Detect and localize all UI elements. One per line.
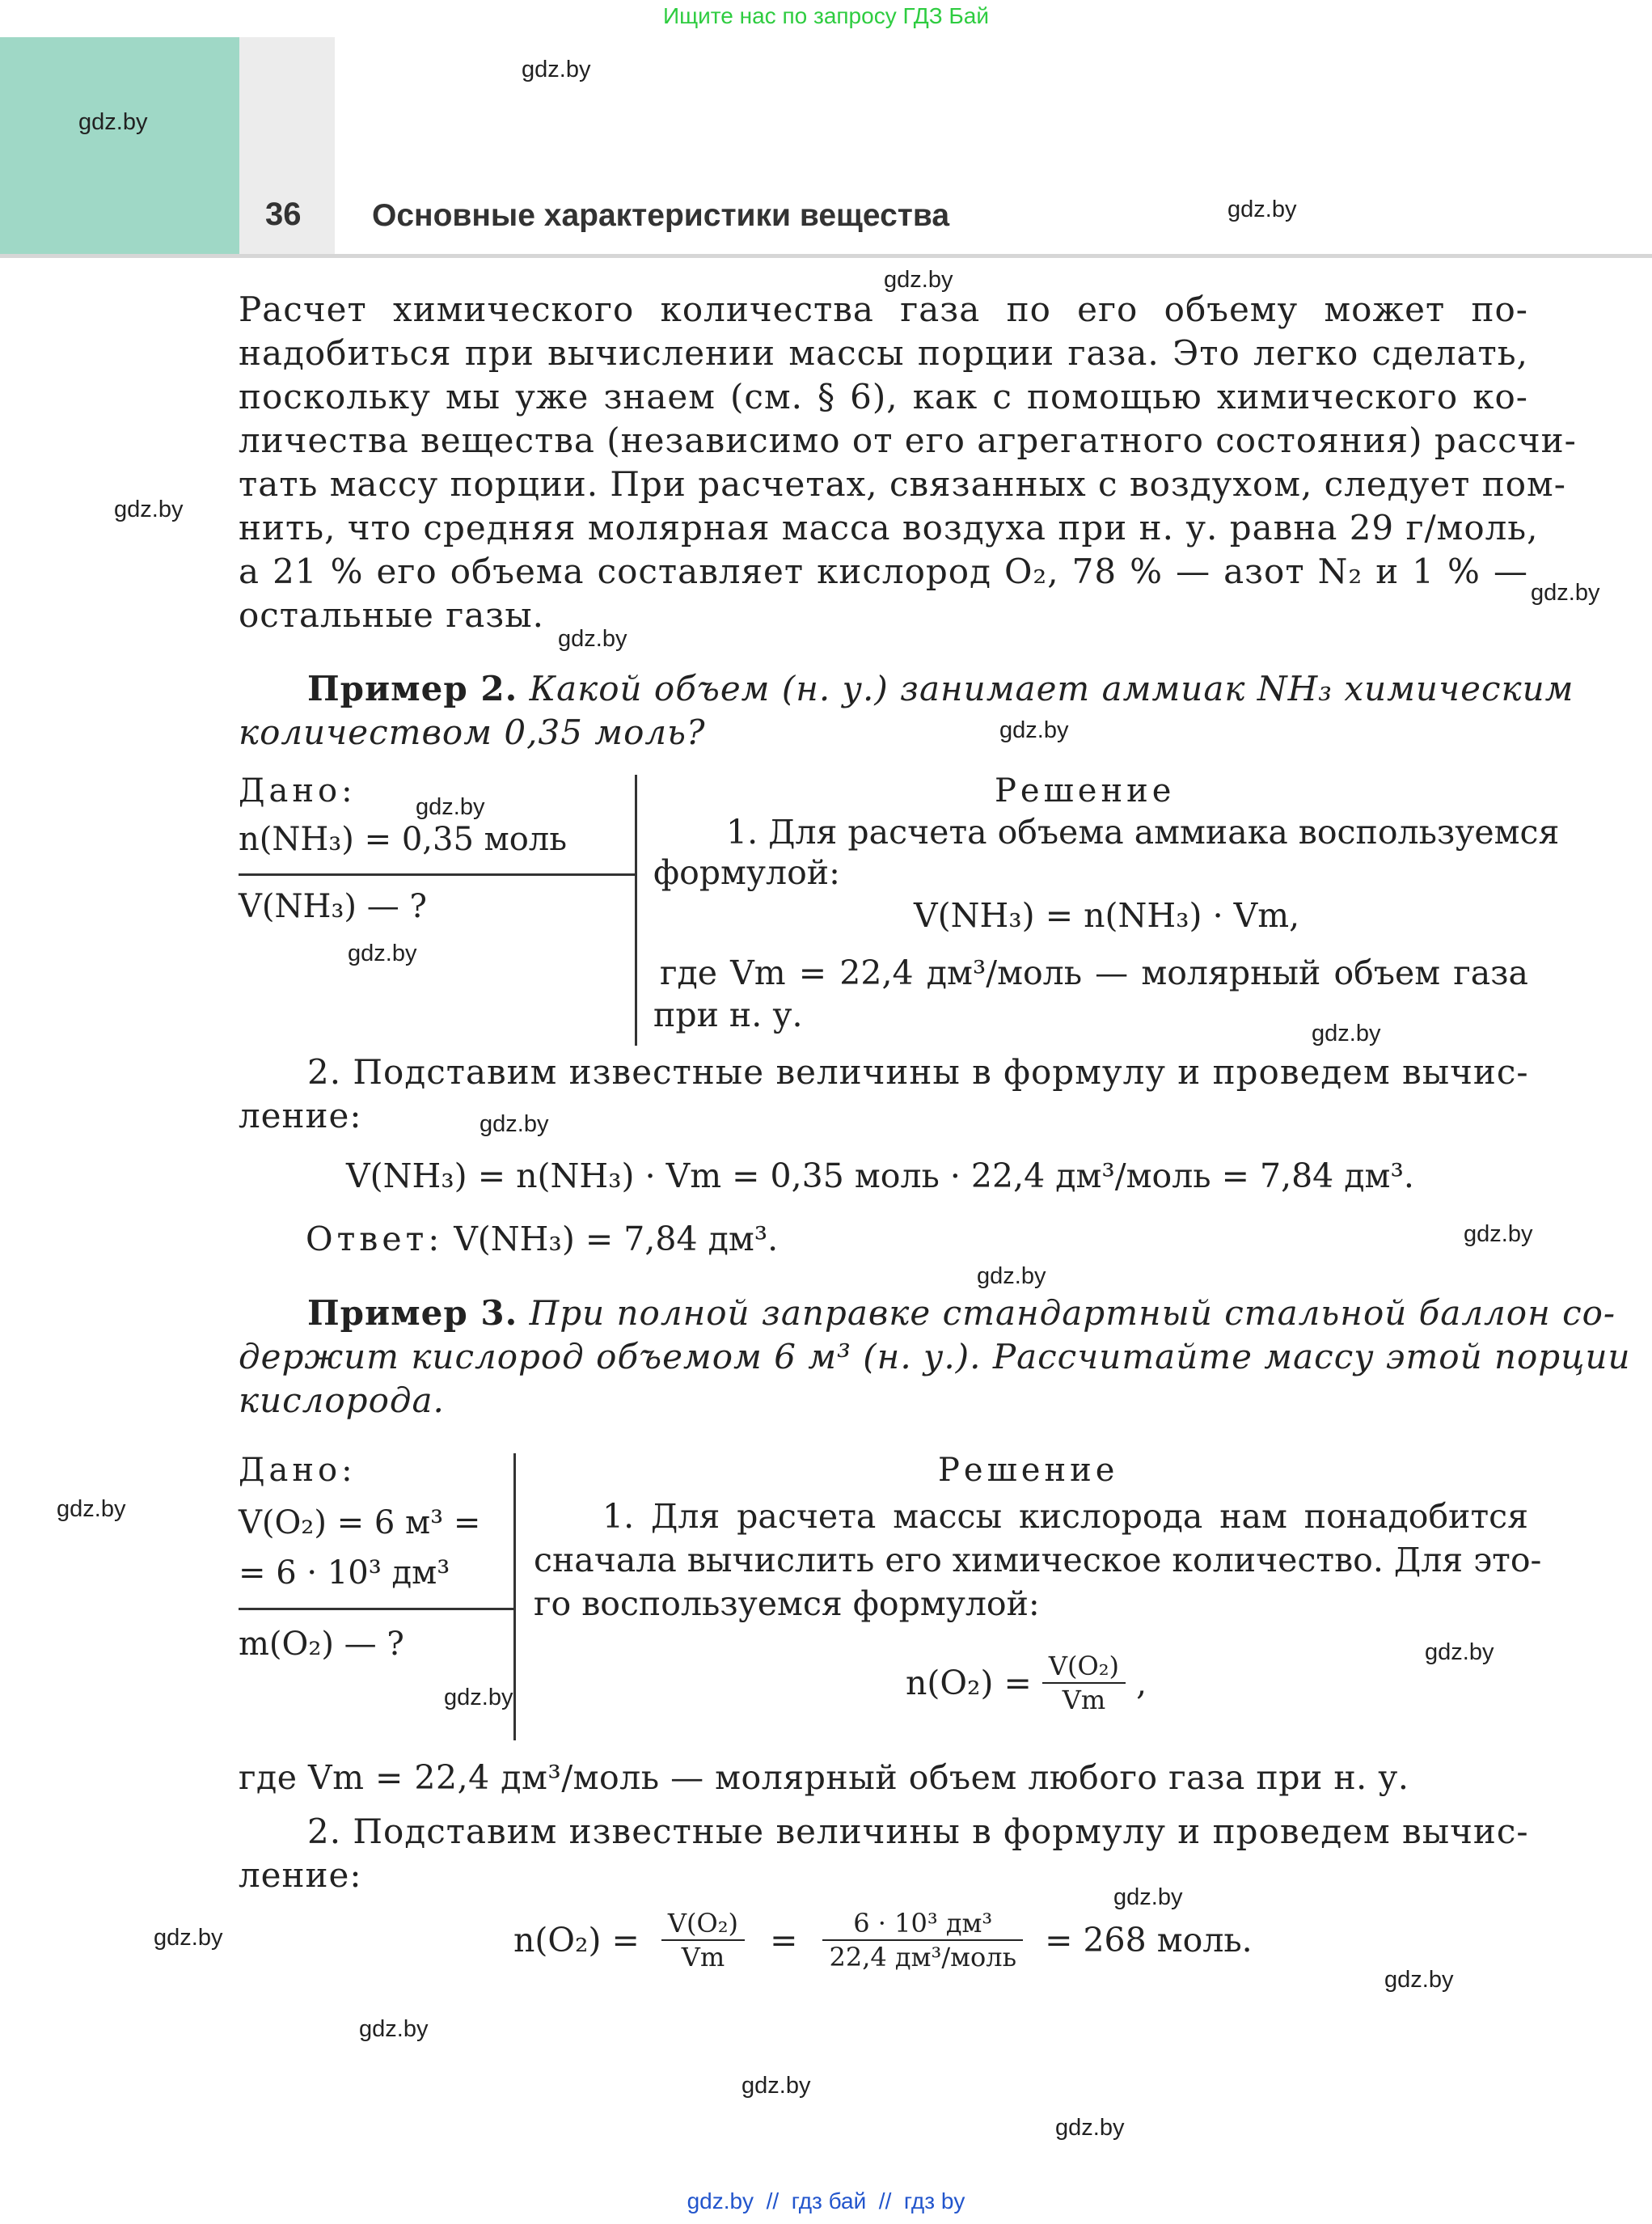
formula-tail: , [1136,1664,1147,1702]
text-line: личества вещества (независимо от его агрегатного состояния) рассчи- [239,421,1577,460]
text-line: ление: [239,1096,362,1135]
example3-label: Пример 3. [307,1293,518,1333]
text-line: надобиться при вычислении массы порции газа. Это легко сделать, [239,333,1528,373]
example2-calculation: V(NH₃) = n(NH₃) · Vm = 0,35 моль · 22,4 дм³/моль = 7,84 дм³. [346,1156,1414,1195]
example3-vertical-rule [513,1453,516,1740]
calc-equals: = [770,1921,798,1960]
example2-given-value: n(NH₃) = 0,35 моль [239,821,567,858]
watermark: gdz.by [114,497,184,522]
watermark: gdz.by [1312,1021,1381,1046]
answer-value: V(NH₃) = 7,84 дм³. [454,1220,779,1258]
example2-step2 [239,1051,1528,1138]
text-line: 1. Для расчета объема аммиака воспользуемся [726,813,1560,852]
text-line: го воспользуемся формулой: [534,1584,1040,1623]
text-line: остальные газы. [239,595,544,635]
watermark: gdz.by [57,1496,126,1522]
example2-vertical-rule [635,775,637,1046]
watermark: gdz.by [1384,1967,1454,1993]
example2-solution-title: Решение [995,772,1176,810]
example2-question [239,667,1574,755]
example3-given-divider [239,1608,515,1610]
example3-given-title: Дано: [239,1452,357,1489]
text-line: Расчет химического количества газа по его объему может по- [239,290,1528,329]
fraction-numerator: 6 · 10³ дм³ [822,1907,1023,1941]
example2-find: V(NH₃) — ? [239,888,427,925]
example2-label: Пример 2. [307,669,518,708]
formula-fraction [1042,1650,1126,1716]
text-line: нить, что средняя молярная масса воздуха при н. у. равна 29 г/моль, [239,508,1539,548]
watermark: gdz.by [1531,580,1600,606]
header-watermark: gdz.by [78,109,148,135]
example3-question [239,1292,1631,1423]
example2-given-title: Дано: [239,772,357,810]
watermark: gdz.by [359,2016,429,2042]
example3-formula [906,1650,1147,1716]
section-title: Основные характеристики вещества [372,198,950,233]
watermark: gdz.by [741,2073,811,2099]
example2-question-line: количеством 0,35 моль? [239,712,706,752]
header-rule [0,254,1652,258]
text-line: ление: [239,1855,362,1895]
fraction-denominator: 22,4 дм³/моль [829,1942,1017,1972]
watermark: gdz.by [1055,2115,1125,2141]
watermark: gdz.by [522,57,591,82]
page-number: 36 [265,197,302,232]
example3-calculation [513,1907,1253,1973]
text-line: где Vm = 22,4 дм³/моль — молярный объем газа [660,953,1528,992]
example2-solution [653,812,1560,893]
answer-label: Ответ: [306,1220,444,1258]
watermark: gdz.by [348,941,417,966]
header-teal-block [0,37,239,257]
watermark: gdz.by [977,1263,1046,1289]
watermark: gdz.by [1113,1884,1183,1910]
text-line: 1. Для расчета массы кислорода нам понадобится [602,1497,1528,1536]
example3-where: где Vm = 22,4 дм³/моль — молярный объем любого газа при н. у. [239,1758,1409,1797]
example2-given-divider [239,873,636,876]
example3-question-line: кислорода. [239,1380,445,1420]
watermark: gdz.by [558,626,627,652]
calc-fraction-1 [661,1907,745,1973]
watermark: gdz.by [480,1111,549,1137]
watermark: gdz.by [416,794,485,820]
example3-find: m(O₂) — ? [239,1626,404,1663]
example2-where [653,952,1528,1036]
example3-question-line: При полной заправке стандартный стальной баллон со- [529,1293,1616,1333]
text-line: формулой: [653,853,840,892]
example2-formula: V(NH₃) = n(NH₃) · Vm, [914,896,1300,935]
fraction-denominator: Vm [1062,1685,1106,1715]
footer-links: gdz.by // гдз бай // гдз by [687,2188,965,2213]
text-line: тать массу порции. При расчетах, связанных с воздухом, следует пом- [239,464,1566,504]
example3-given-value: = 6 · 10³ дм³ [239,1554,450,1592]
fraction-denominator: Vm [681,1942,725,1972]
example3-solution [534,1495,1542,1626]
text-line [239,1292,1616,1335]
example3-question-line: держит кислород объемом 6 м³ (н. у.). Рассчитайте массу этой порции [239,1337,1631,1376]
calc-fraction-2 [822,1907,1023,1973]
text-line: 2. Подставим известные величины в формулу и проведем вычис- [307,1812,1529,1851]
watermark: gdz.by [884,267,953,293]
fraction-numerator: V(O₂) [661,1907,745,1941]
formula-lhs: n(O₂) = [906,1664,1032,1702]
calc-result: = 268 моль. [1045,1921,1253,1960]
fraction-numerator: V(O₂) [1042,1650,1126,1684]
watermark: gdz.by [444,1685,513,1710]
watermark: gdz.by [1227,197,1297,222]
top-banner: Ищите нас по запросу ГДЗ Бай [662,3,990,28]
watermark: gdz.by [1425,1639,1494,1665]
watermark: gdz.by [999,717,1069,743]
text-line: поскольку мы уже знаем (см. § 6), как с помощью химического ко- [239,377,1528,416]
text-line: а 21 % его объема составляет кислород O₂, 78 % — азот N₂ и 1 % — [239,552,1528,591]
text-line: сначала вычислить его химическое количество. Для это- [534,1541,1542,1579]
watermark: gdz.by [154,1925,223,1951]
text-line: при н. у. [653,996,803,1034]
example3-step2 [239,1810,1528,1897]
example2-question-line: Какой объем (н. у.) занимает аммиак NH₃ химическим [529,669,1574,708]
example2-answer [306,1220,778,1258]
example3-solution-title: Решение [938,1452,1119,1489]
text-line [239,667,1574,711]
watermark: gdz.by [1464,1221,1533,1247]
calc-lhs: n(O₂) = [513,1921,640,1960]
text-line: 2. Подставим известные величины в формулу и проведем вычис- [307,1052,1529,1092]
example3-given-value: V(O₂) = 6 м³ = [239,1504,481,1541]
